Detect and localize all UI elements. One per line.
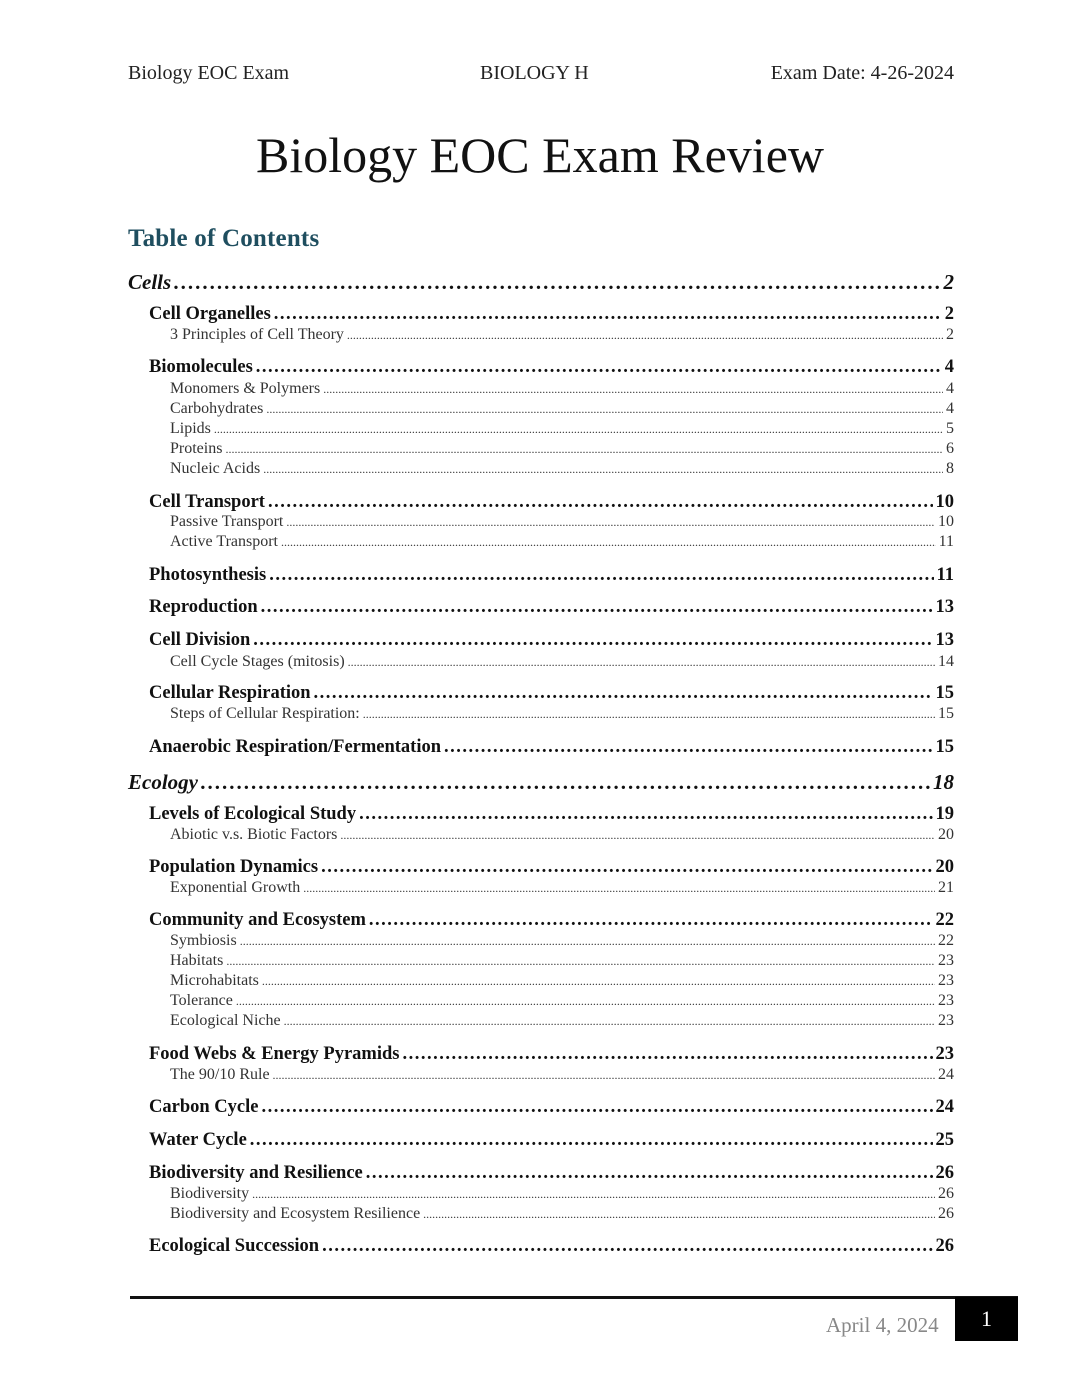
toc-dot-leader	[444, 737, 932, 758]
toc-entry-page: 23	[938, 1012, 954, 1029]
toc-dot-leader	[236, 992, 935, 1010]
toc-dot-leader	[348, 653, 935, 671]
toc-entry[interactable]	[170, 705, 954, 723]
toc-entry-page: 15	[938, 705, 954, 722]
toc-dot-leader	[252, 1185, 935, 1203]
toc-entry-label: Passive Transport	[170, 513, 284, 530]
toc-entry-page: 11	[938, 533, 954, 550]
toc-dot-leader	[347, 326, 943, 344]
toc-entry[interactable]	[170, 1012, 954, 1030]
toc-entry[interactable]	[149, 910, 954, 931]
toc-entry-label: Cellular Respiration	[149, 683, 311, 703]
toc-entry[interactable]	[170, 826, 954, 844]
toc-entry-page: 4	[944, 357, 954, 377]
toc-entry-page: 18	[933, 770, 954, 794]
toc-dot-leader	[174, 270, 940, 295]
toc-entry-page: 10	[935, 492, 954, 512]
toc-entry-page: 23	[938, 952, 954, 969]
toc-dot-leader	[303, 879, 935, 897]
toc-entry[interactable]	[149, 1097, 954, 1118]
toc-entry-label: Population Dynamics	[149, 857, 319, 877]
toc-entry-label: Symbiosis	[170, 932, 237, 949]
toc-entry[interactable]	[149, 1236, 954, 1257]
toc-entry[interactable]	[149, 565, 954, 586]
toc-dot-leader	[286, 513, 935, 531]
toc-heading: Table of Contents	[128, 225, 320, 252]
toc-entry[interactable]	[170, 932, 954, 950]
toc-entry[interactable]	[149, 357, 954, 378]
toc-entry-page: 13	[935, 630, 954, 650]
toc-entry-label: Levels of Ecological Study	[149, 804, 357, 824]
toc-entry-label: Monomers & Polymers	[170, 380, 321, 397]
toc-entry-label: Biomolecules	[149, 357, 253, 377]
toc-entry-label: Active Transport	[170, 533, 278, 550]
toc-entry-label: Proteins	[170, 440, 223, 457]
page-number: 1	[955, 1297, 1018, 1341]
toc-entry-page: 24	[935, 1097, 954, 1117]
toc-entry[interactable]	[149, 804, 954, 825]
toc-entry-label: Microhabitats	[170, 972, 259, 989]
toc-dot-leader	[263, 460, 943, 478]
toc-entry-label: Reproduction	[149, 597, 258, 617]
toc-dot-leader	[281, 533, 936, 551]
toc-entry[interactable]	[170, 952, 954, 970]
toc-dot-leader	[363, 705, 935, 723]
toc-entry-label: Ecological Succession	[149, 1236, 320, 1256]
toc-entry-label: Habitats	[170, 952, 224, 969]
toc-entry[interactable]	[170, 972, 954, 990]
toc-entry[interactable]	[170, 879, 954, 897]
toc-entry-label: Ecology	[128, 770, 198, 794]
toc-entry-page: 23	[938, 992, 954, 1009]
toc-entry[interactable]	[170, 653, 954, 671]
toc-entry-label: Abiotic v.s. Biotic Factors	[170, 826, 338, 843]
toc-entry-label: Biodiversity and Resilience	[149, 1163, 363, 1183]
toc-entry[interactable]	[149, 857, 954, 878]
toc-entry[interactable]	[170, 1066, 954, 1084]
toc-entry-page: 26	[938, 1185, 954, 1202]
toc-dot-leader	[250, 1130, 933, 1151]
toc-entry-label: Tolerance	[170, 992, 233, 1009]
toc-entry[interactable]	[149, 630, 954, 651]
toc-entry-label: Ecological Niche	[170, 1012, 281, 1029]
toc-entry-page: 26	[938, 1205, 954, 1222]
toc-entry-page: 10	[938, 513, 954, 530]
toc-dot-leader	[323, 380, 943, 398]
footer-divider	[130, 1296, 1018, 1299]
toc-entry[interactable]	[170, 400, 954, 418]
footer-date: April 4, 2024	[826, 1313, 939, 1337]
toc-entry-label: Exponential Growth	[170, 879, 301, 896]
toc-entry[interactable]	[170, 420, 954, 438]
toc-entry[interactable]	[128, 770, 954, 795]
toc-entry-page: 2	[943, 270, 954, 294]
toc-entry-page: 22	[935, 910, 954, 930]
toc-entry[interactable]	[170, 440, 954, 458]
toc-entry-page: 20	[935, 857, 954, 877]
toc-entry-label: Cell Division	[149, 630, 251, 650]
toc-dot-leader	[423, 1205, 935, 1223]
toc-entry[interactable]	[170, 1205, 954, 1223]
toc-entry-page: 15	[935, 683, 954, 703]
toc-dot-leader	[253, 630, 932, 651]
toc-entry[interactable]	[149, 1163, 954, 1184]
toc-entry-page: 26	[935, 1236, 954, 1256]
toc-entry-label: Photosynthesis	[149, 565, 267, 585]
toc-entry[interactable]	[128, 270, 954, 295]
toc-dot-leader	[366, 1163, 933, 1184]
toc-entry-label: Biodiversity	[170, 1185, 250, 1202]
toc-dot-leader	[274, 304, 942, 325]
toc-dot-leader	[226, 952, 935, 970]
toc-entry[interactable]	[149, 737, 954, 758]
toc-entry-label: Cell Cycle Stages (mitosis)	[170, 653, 345, 670]
toc-entry[interactable]	[149, 492, 954, 513]
toc-entry-page: 24	[938, 1066, 954, 1083]
toc-entry-label: Carbohydrates	[170, 400, 264, 417]
toc-entry-label: Cell Transport	[149, 492, 265, 512]
header-class: BIOLOGY H	[480, 62, 589, 84]
toc-entry-page: 4	[946, 380, 954, 397]
toc-entry-page: 2	[946, 326, 954, 343]
toc-entry-label: 3 Principles of Cell Theory	[170, 326, 344, 343]
toc-entry-label: The 90/10 Rule	[170, 1066, 270, 1083]
toc-entry-page: 4	[946, 400, 954, 417]
toc-dot-leader	[261, 1097, 932, 1118]
toc-entry[interactable]	[149, 1130, 954, 1151]
toc-entry-label: Carbon Cycle	[149, 1097, 259, 1117]
header-course: Biology EOC Exam	[128, 62, 290, 84]
toc-entry-page: 15	[935, 737, 954, 757]
toc-entry-page: 13	[935, 597, 954, 617]
toc-dot-leader	[314, 683, 933, 704]
toc-entry-page: 2	[944, 304, 954, 324]
toc-entry-page: 14	[938, 653, 954, 670]
toc-dot-leader	[359, 804, 932, 825]
toc-entry[interactable]	[170, 533, 954, 551]
toc-entry-page: 19	[935, 804, 954, 824]
toc-entry-label: Steps of Cellular Respiration:	[170, 705, 360, 722]
toc-entry[interactable]	[170, 513, 954, 531]
toc-dot-leader	[369, 910, 933, 931]
header-exam-date: Exam Date: 4-26-2024	[770, 62, 954, 84]
toc-entry-page: 5	[946, 420, 954, 437]
toc-dot-leader	[201, 770, 930, 795]
toc-entry[interactable]	[170, 326, 954, 344]
toc-dot-leader	[225, 440, 943, 458]
toc-dot-leader	[261, 597, 933, 618]
toc-entry-page: 8	[946, 460, 954, 477]
toc-dot-leader	[322, 1236, 932, 1257]
toc-entry-page: 22	[938, 932, 954, 949]
toc-entry-page: 21	[938, 879, 954, 896]
toc-entry-page: 23	[938, 972, 954, 989]
toc-dot-leader	[284, 1012, 935, 1030]
toc-dot-leader	[340, 826, 935, 844]
toc-entry[interactable]	[170, 1185, 954, 1203]
toc-entry-page: 6	[946, 440, 954, 457]
toc-entry-label: Biodiversity and Ecosystem Resilience	[170, 1205, 421, 1222]
toc-entry[interactable]	[170, 992, 954, 1010]
toc-entry-label: Cell Organelles	[149, 304, 271, 324]
toc-dot-leader	[256, 357, 942, 378]
toc-entry[interactable]	[149, 1044, 954, 1065]
toc-entry-label: Water Cycle	[149, 1130, 247, 1150]
toc-entry-label: Community and Ecosystem	[149, 910, 366, 930]
toc-entry-page: 20	[938, 826, 954, 843]
toc-dot-leader	[262, 972, 935, 990]
toc-dot-leader	[240, 932, 935, 950]
toc-dot-leader	[266, 400, 943, 418]
toc-dot-leader	[269, 565, 933, 586]
toc-entry[interactable]	[170, 460, 954, 478]
toc-entry-label: Food Webs & Energy Pyramids	[149, 1044, 400, 1064]
toc-entry[interactable]	[149, 597, 954, 618]
toc-dot-leader	[214, 420, 943, 438]
toc-entry-label: Cells	[128, 270, 172, 294]
toc-dot-leader	[402, 1044, 932, 1065]
toc-entry-page: 26	[935, 1163, 954, 1183]
page-header	[128, 62, 954, 92]
toc-entry[interactable]	[149, 304, 954, 325]
toc-entry[interactable]	[149, 683, 954, 704]
toc-entry-page: 25	[935, 1130, 954, 1150]
toc-dot-leader	[273, 1066, 935, 1084]
toc-entry[interactable]	[170, 380, 954, 398]
toc-entry-label: Lipids	[170, 420, 211, 437]
document-title: Biology EOC Exam Review	[256, 127, 824, 183]
toc-entry-page: 11	[936, 565, 954, 585]
toc-entry-label: Nucleic Acids	[170, 460, 261, 477]
toc-dot-leader	[321, 857, 932, 878]
toc-entry-page: 23	[935, 1044, 954, 1064]
toc-entry-label: Anaerobic Respiration/Fermentation	[149, 737, 442, 757]
toc-dot-leader	[268, 492, 933, 513]
